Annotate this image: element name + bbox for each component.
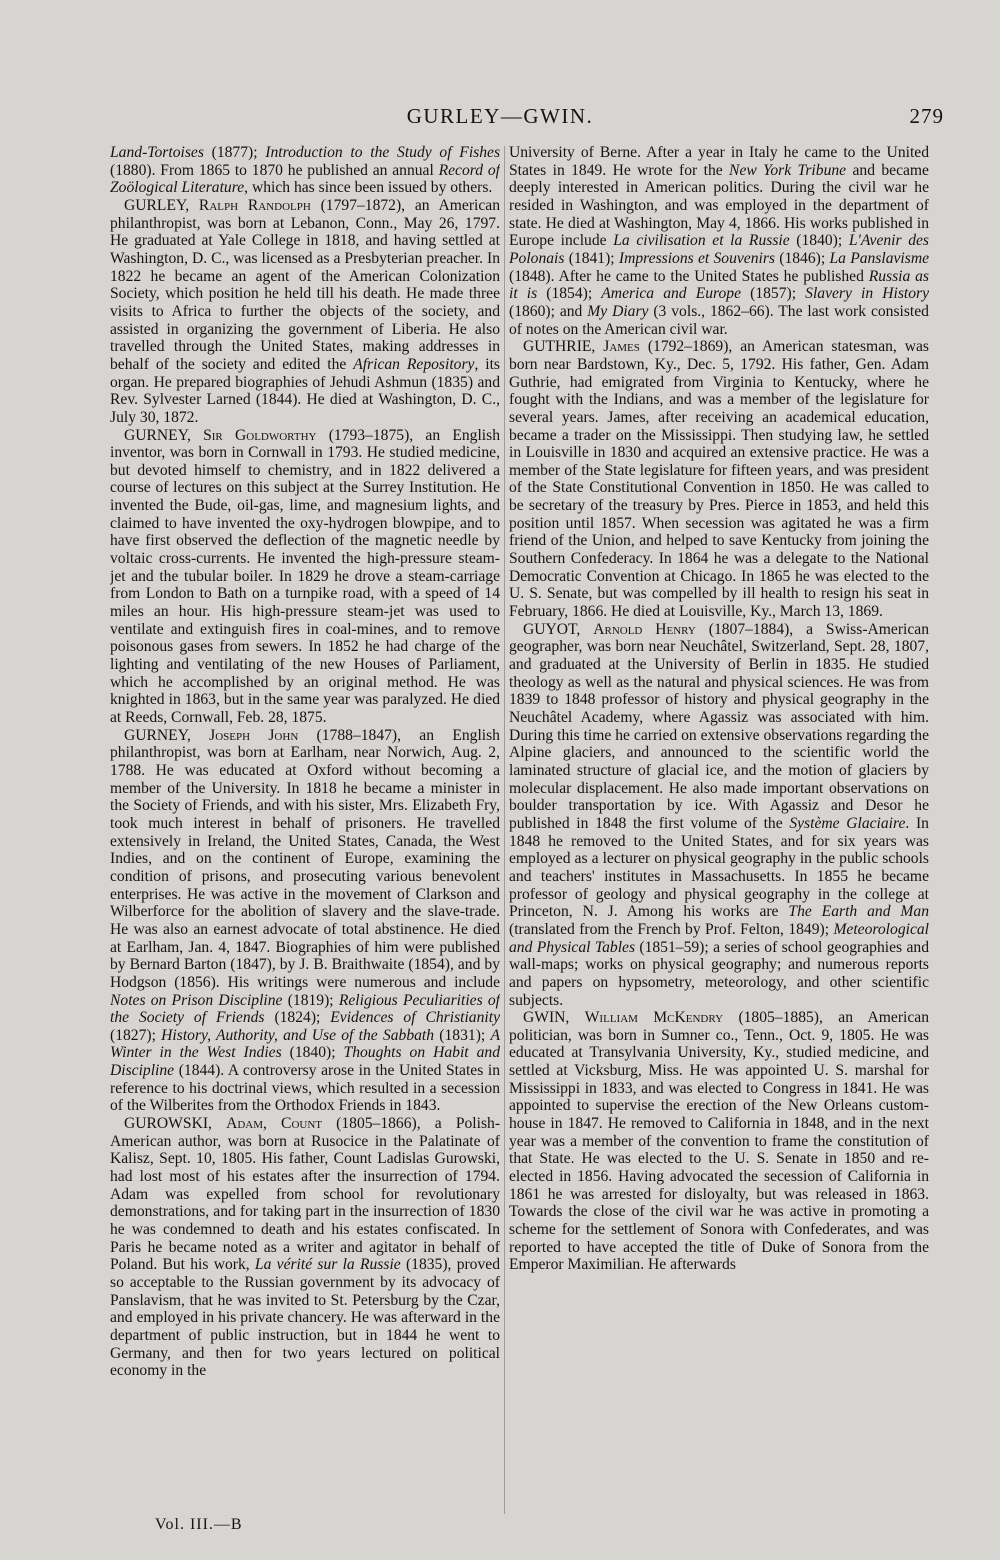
person-name: Sir Goldworthy (203, 426, 317, 444)
italic-title: History, Authority, and Use of the Sabbath (161, 1026, 435, 1044)
left-column (110, 144, 500, 1516)
entry-text: (3 vols., 1862–66). The last work consisted of notes on the American civil war. (509, 302, 929, 338)
entry-text: (1805–1885), an American politician, was born in Sumner co., Tenn., Oct. 9, 1805. He was educated at Transylvania University, Ky., studied medicine, and settled at Vicksburg, Miss. He was appointed U. S. marshal for Mississippi in 1833, and was elected to Congress in 1841. He was appointed to supervise the erection of the New Orleans custom-house in 1847. He removed to California in 1848, and in the next year was a member of the convention to frame the constitution of that State. He was elected to the U. S. Senate in 1850 and re-elected in 1856. Having advocated the secession of California in 1861 he was arrested for disloyalty, but was released in 1863. Towards the close of the civil war he was active in promoting a scheme for the settlement of Sonora with Confederates, and was reported to have accepted the title of Duke of Sonora from the Emperor Maximilian. He afterwards (509, 1009, 929, 1274)
person-name: Arnold Henry (593, 620, 696, 638)
page-number: 279 (909, 104, 944, 128)
entry-text: and became deeply interested in American politics. During the civil war he resided in Washington, and was employed in the department of state. He died at Washington, May 4, 1866. His works published in Europe include (509, 161, 929, 250)
entry-text: (1807–1884), a Swiss-American geographer, was born near Neuchâtel, Switzerland, Sept. 28, 1807, and graduated at the University of Berlin in 1835. He studied theology as well as the natural and physical sciences. He was from 1839 to 1848 professor of history and physical geography in the Neuchâtel Academy, where Agassiz was associated with him. During this time he carried on extensive observations regarding the Alpine glaciers, and announced to the scientific world the laminated structure of glacial ice, and the motion of glaciers by molecular displacement. He also made important observations on boulder transportation by ice. With Agassiz and Desor he published in 1848 the first volume of the (509, 620, 929, 832)
italic-title: La civilisation et la Russie (613, 232, 790, 250)
biography-entry (509, 1009, 929, 1274)
biography-entry (110, 197, 500, 427)
entry-text: , which has since been issued by others. (244, 179, 493, 197)
italic-title: La vérité sur la Russie (254, 1256, 401, 1274)
italic-title: My Diary (587, 302, 649, 320)
entry-text: (1827); (110, 1026, 162, 1044)
entry-text: (1851–59); a series of school geographies and wall-maps; works on physical geography; and numerous reports and papers on hypsometry, meteorology, and other scientific subjects. (509, 938, 929, 1009)
signature-mark: Vol. III.—B (155, 1516, 243, 1533)
italic-title: Evidences of Christianity (330, 1009, 500, 1027)
italic-title: Record of Zoölogical Literature (110, 161, 500, 197)
headword: GURNEY, (124, 726, 210, 744)
entry-text: (1857); (741, 285, 806, 303)
italic-title: The Earth and Man (788, 903, 929, 921)
italic-title: Slavery in History (805, 285, 929, 303)
biography-entry (110, 1115, 500, 1380)
entry-continuation (509, 144, 929, 338)
italic-title: Impressions et Souvenirs (618, 249, 775, 267)
biography-entry (509, 621, 929, 1009)
entry-text: . In 1848 he removed to the United States, and for six years was employed as a lecturer on physical geography in the public schools and teachers' institutes in Massachusetts. In 1855 he became professor of geology and physical geography in the college at Princeton, N. J. Among his works are (509, 814, 929, 921)
italic-title: Land-Tortoises (110, 144, 204, 161)
entry-text: (1793–1875), an English inventor, was born in Cornwall in 1793. He studied medicine, but devoted himself to chemistry, and in 1822 delivered a course of lectures on this subject at the Surrey Institution. He invented the Bude, oil-gas, lime, and magnesium lights, and claimed to have invented the oxy-hydrogen blowpipe, and to have first observed the deflection of the magnetic needle by voltaic cross-currents. He invented the high-pressure steam-jet and the tubular boiler. In 1829 he drove a steam-carriage from London to Bath on a turnpike road, with a speed of 14 miles an hour. His high-pressure steam-jet was used to ventilate and extinguish fires in coal-mines, and to remove poisonous gases from sewers. In 1852 he had charge of the lighting and ventilating of the new Houses of Parliament, which he accomplished by an original method. He was knighted in 1863, but in the same year was paralyzed. He died at Reeds, Cornwall, Feb. 28, 1875. (110, 426, 500, 726)
entry-text: (1797–1872), an American philanthropist, was born at Lebanon, Conn., May 26, 1797. He graduated at Yale College in 1818, and having settled at Washington, D. C., was licensed as a Presbyterian preacher. In 1822 he became an agent of the American Colonization Society, which position he held till his death. He made three visits to Africa to further the objects of the society, and assisted in organizing the government of Liberia. He also travelled through the United States, making addresses in behalf of the society and edited the (110, 196, 500, 373)
headword: GUTHRIE, (523, 338, 604, 356)
italic-title: African Repository (353, 355, 475, 373)
entry-text: (1848). After he came to the United States he published (509, 267, 869, 285)
biography-entry (110, 727, 500, 1115)
italic-title: Thoughts on Habit and Discipline (110, 1044, 500, 1080)
entry-text: (1877); (203, 144, 266, 161)
entry-continuation (110, 144, 500, 197)
running-head (0, 104, 1000, 134)
headword: GURNEY, (124, 426, 204, 444)
entry-text: (1788–1847), an English philanthropist, was born at Earlham, near Norwich, Aug. 2, 1788. He was educated at Oxford without becoming a member of the University. In 1818 he became a minister in the Society of Friends, and with his sister, Mrs. Elizabeth Fry, took much interest in behalf of prisoners. He travelled extensively in Ireland, the United States, Canada, the West Indies, and on the continent of Europe, examining the condition of prisons, and prosecuting various benevolent enterprises. He was active in the movement of Clarkson and Wilberforce for the abolition of slavery and the slave-trade. He was also an earnest advocate of total abstinence. He died at Earlham, Jan. 4, 1847. Biographies of him were published by Bernard Barton (1847), by J. B. Braithwaite (1854), and by Hodgson (1856). His writings were numerous and include (110, 726, 500, 991)
entry-text: (1805–1866), a Polish-American author, was born at Rusocice in the Palatinate of Kalisz, Sept. 10, 1805. His father, Count Ladislas Gurowski, had lost most of his estates after the insurrection of 1794. Adam was expelled from school for revolutionary demonstrations, and for taking part in the insurrection of 1830 he was condemned to death and his estates confiscated. In Paris he became noted as a writer and agitator in behalf of Poland. But his work, (110, 1115, 500, 1274)
entry-text: (1854); (537, 285, 602, 303)
italic-title: Système Glaciaire (789, 814, 906, 832)
entry-text: University of Berne. After a year in Italy he came to the United States in 1849. He wrote for the (509, 144, 929, 179)
headword: GURLEY, (124, 196, 199, 214)
biography-entry (509, 338, 929, 621)
italic-title: Introduction to the Study of Fishes (265, 144, 500, 161)
italic-title: Meteorological and Physical Tables (509, 920, 929, 956)
entry-text: (1844). A controversy arose in the United States in reference to his doctrinal views, which resulted in a secession of the Wilberites from the Orthodox Friends in 1843. (110, 1062, 500, 1115)
entry-text: (1841); (564, 249, 619, 267)
entry-text: (1792–1869), an American statesman, was born near Bardstown, Ky., Dec. 5, 1792. His father, Gen. Adam Guthrie, had emigrated from Virginia to Kentucky, where he fought with the Indians, and was a member of the legislature for several years. James, after receiving an academical education, became a trader on the Mississippi. Then studying law, he settled in Louisville in 1830 and acquired an extensive practice. He was a member of the State legislature for fifteen years, and was president of the State Constitutional Convention in 1850. He was called to be secretary of the treasury by Pres. Pierce in 1853, and held this position until 1857. When secession was agitated he was a firm friend of the Union, and helped to save Kentucky from joining the Southern Confederacy. In 1864 he was a delegate to the National Democratic Convention at Chicago. In 1865 he was elected to the U. S. Senate, but was compelled by ill health to resign his seat in February, 1866. He died at Louisville, Ky., March 13, 1869. (509, 338, 929, 621)
entry-text: (1880). From 1865 to 1870 he published an annual (110, 161, 439, 179)
headword: GUYOT, (523, 620, 594, 638)
person-name: Ralph Randolph (198, 196, 311, 214)
entry-text: (1824); (264, 1009, 331, 1027)
entry-text: (1840); (789, 232, 849, 250)
headword: GUROWSKI, (124, 1115, 227, 1133)
person-name: Joseph John (209, 726, 299, 744)
entry-text: (1831); (434, 1026, 491, 1044)
entry-text: (1846); (775, 249, 830, 267)
entry-text: (1819); (282, 991, 339, 1009)
entry-text: (1840); (281, 1044, 344, 1062)
entry-text: (1835), proved so acceptable to the Russian government by its advocacy of Panslavism, that he was invited to St. Petersburg by the Czar, and employed in his private chancery. He was afterward in the department of public instruction, but in 1844 he went to Germany, and then for two years lectured on political economy in the (110, 1256, 500, 1380)
italic-title: La Panslavisme (829, 249, 929, 267)
page-title: GURLEY—GWIN. (406, 104, 594, 128)
italic-title: Russia as it is (509, 267, 929, 303)
column-divider (504, 146, 505, 1514)
biography-entry (110, 427, 500, 727)
entry-text: (1860); and (509, 302, 588, 320)
italic-title: Notes on Prison Discipline (110, 991, 283, 1009)
right-column (509, 144, 929, 1516)
entry-text: , its organ. He prepared biographies of Jehudi Ashmun (1835) and Rev. Sylvester Larned (1844). He died at Washington, D. C., July 30, 1872. (110, 355, 500, 426)
italic-title: America and Europe (601, 285, 742, 303)
italic-title: A Winter in the West Indies (110, 1026, 500, 1062)
italic-title: L'Avenir des Polonais (509, 232, 929, 267)
person-name: Adam, Count (226, 1115, 323, 1133)
italic-title: Religious Peculiarities of the Society of Friends (110, 991, 500, 1027)
italic-title: New York Tribune (729, 161, 847, 179)
entry-text: (translated from the French by Prof. Felton, 1849); (509, 920, 834, 938)
headword: GWIN, (523, 1009, 585, 1027)
person-name: James (603, 338, 640, 356)
person-name: William McKendry (584, 1009, 724, 1027)
